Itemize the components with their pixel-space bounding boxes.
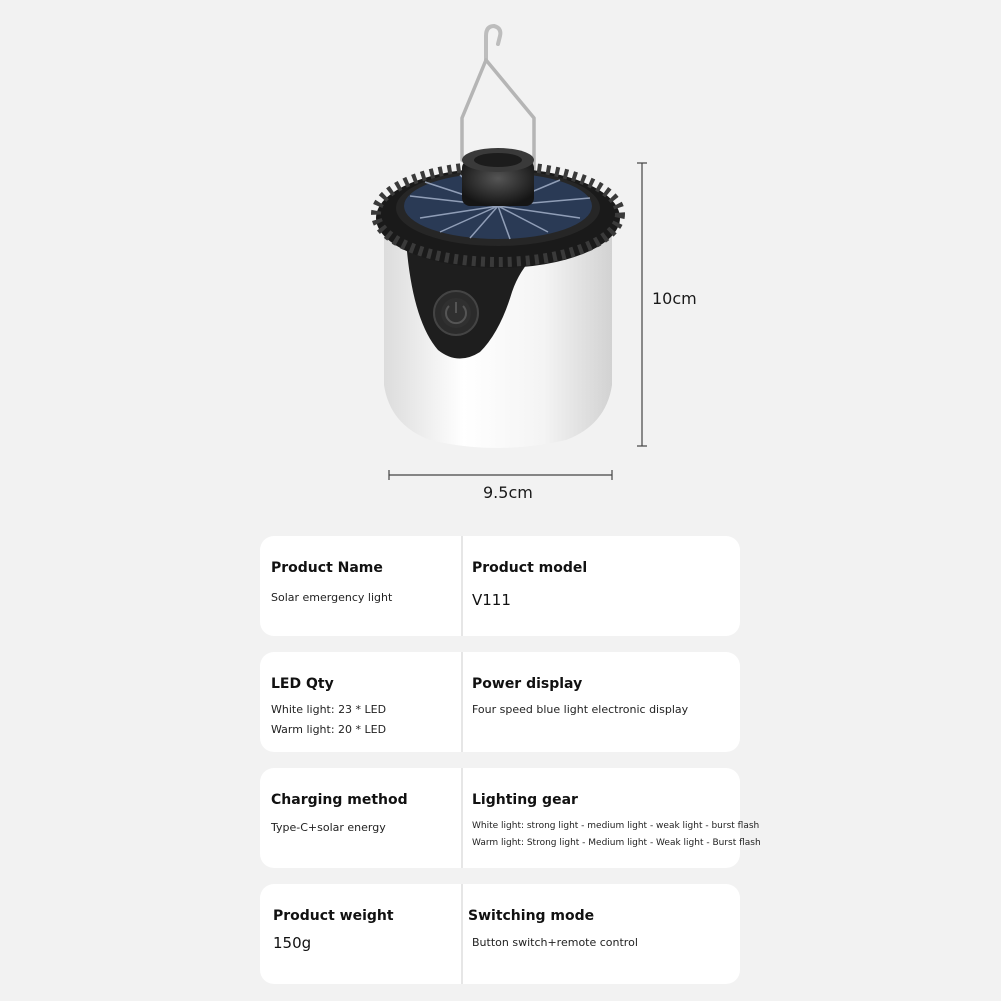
spec-value: Warm light: 20 * LED <box>271 723 387 736</box>
spec-cell-lighting-gear <box>472 768 761 868</box>
spec-card-4 <box>260 884 740 984</box>
power-button-icon <box>434 291 478 335</box>
lamp-top-ring <box>376 148 620 268</box>
spec-title: Product weight <box>273 908 394 924</box>
spec-cell-switching-mode <box>468 884 737 984</box>
divider <box>461 536 463 636</box>
divider <box>461 652 463 752</box>
spec-card-3 <box>260 768 761 868</box>
spec-cell-charging-method <box>271 768 459 868</box>
height-dimension-line <box>637 163 647 446</box>
spec-title: Power display <box>472 676 583 692</box>
spec-cell-led-qty <box>271 652 459 752</box>
spec-title: Switching mode <box>468 908 595 924</box>
spec-card-2 <box>260 652 740 752</box>
spec-value: Type-C+solar energy <box>271 821 386 834</box>
spec-title: LED Qty <box>271 676 334 692</box>
spec-value: Solar emergency light <box>271 591 393 604</box>
spec-value: White light: 23 * LED <box>271 703 387 716</box>
divider <box>461 884 463 984</box>
spec-value: Warm light: Strong light - Medium light - Weak light - Burst flash <box>472 838 761 848</box>
spec-title: Charging method <box>271 792 408 808</box>
width-label: 9.5cm <box>483 483 533 502</box>
spec-card-1 <box>260 536 740 636</box>
spec-cell-product-name <box>271 536 459 636</box>
spec-value: White light: strong light - medium light - weak light - burst flash <box>472 821 760 831</box>
spec-value: V111 <box>472 591 511 609</box>
spec-title: Product Name <box>271 560 383 576</box>
divider <box>461 768 463 868</box>
height-label: 10cm <box>652 289 697 308</box>
spec-cell-power-display <box>472 652 737 752</box>
spec-cell-product-model <box>472 536 737 636</box>
spec-value: 150g <box>273 934 312 952</box>
spec-cell-product-weight <box>271 884 459 984</box>
spec-title: Lighting gear <box>472 792 578 808</box>
spec-title: Product model <box>472 560 588 576</box>
spec-value: Four speed blue light electronic display <box>472 703 689 716</box>
width-dimension-line <box>389 470 612 480</box>
spec-value: Button switch+remote control <box>472 936 638 949</box>
